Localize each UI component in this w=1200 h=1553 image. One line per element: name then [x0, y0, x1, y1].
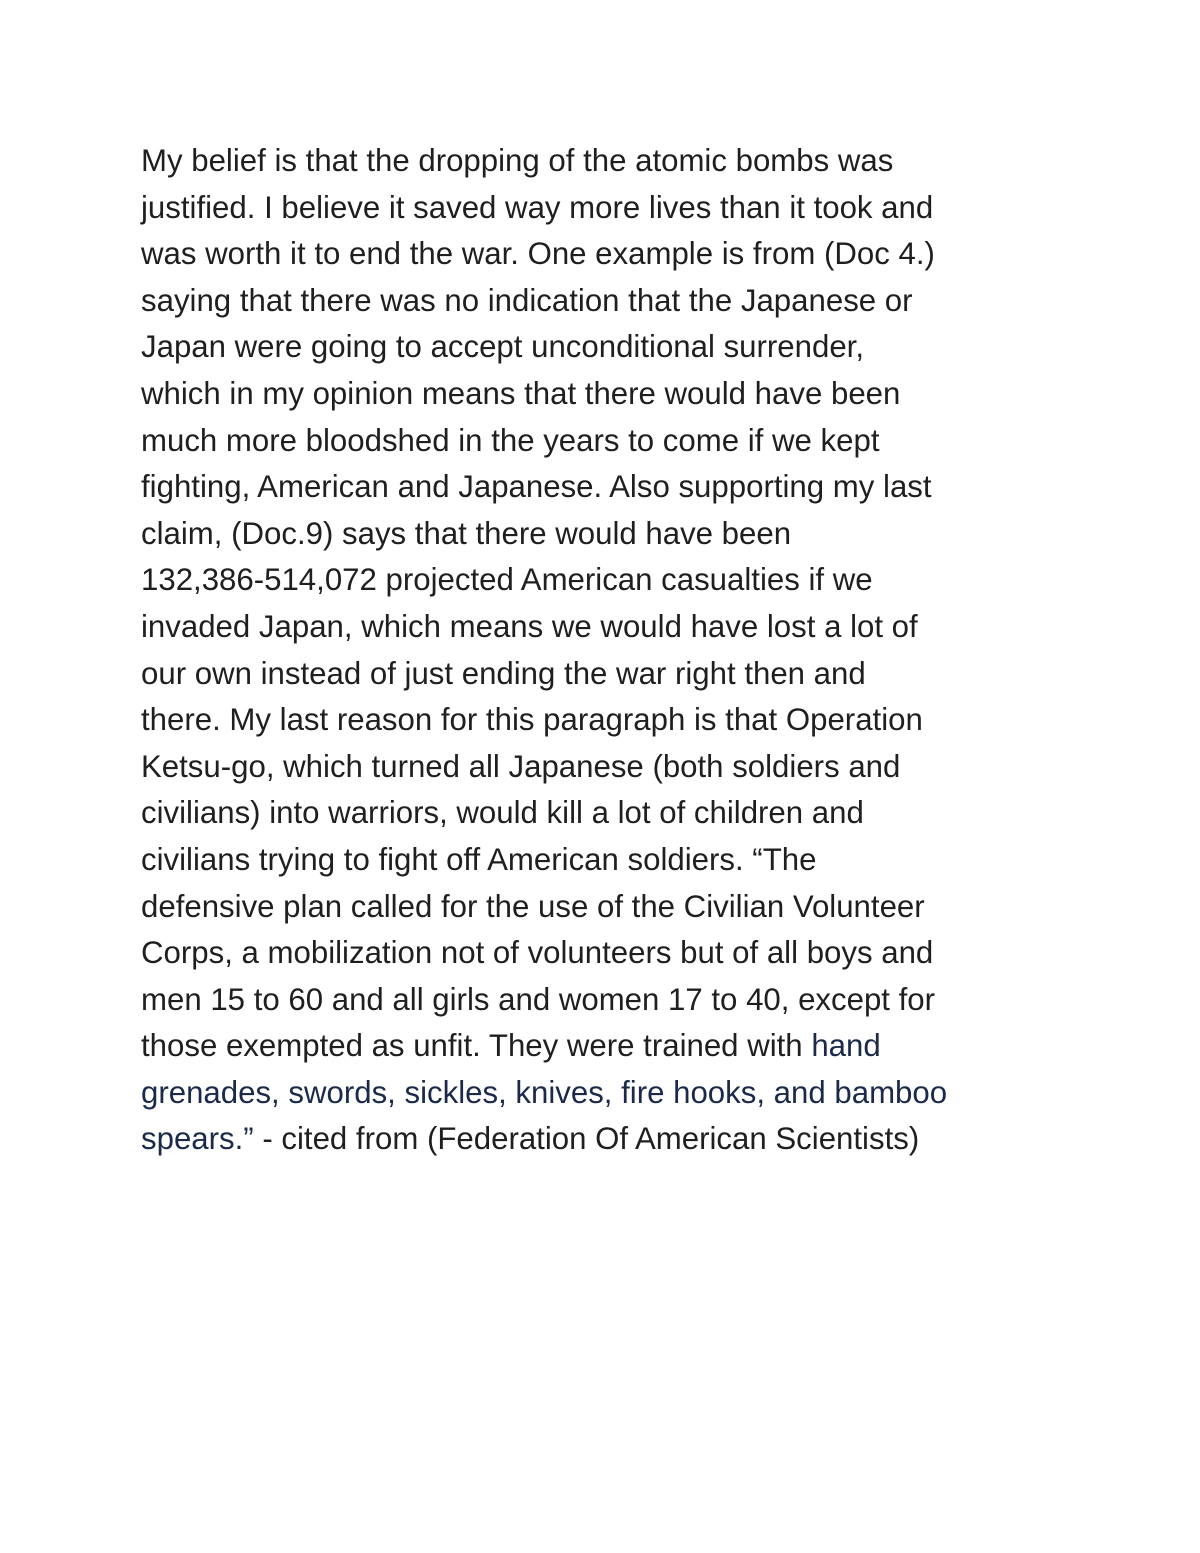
quote-text: spears.”	[141, 1121, 254, 1157]
paragraph-line: invaded Japan, which means we would have lost a lot of	[141, 608, 918, 644]
citation-line	[141, 1116, 1071, 1163]
quote-line: grenades, swords, sickles, knives, fire hooks, and bamboo	[141, 1074, 948, 1110]
paragraph-line: 132,386-514,072 projected American casualties if we	[141, 562, 873, 598]
paragraph-line: defensive plan called for the use of the Civilian Volunteer	[141, 888, 925, 924]
paragraph-line: Japan were going to accept unconditional surrender,	[141, 329, 864, 365]
paragraph-line: claim, (Doc.9) says that there would have been	[141, 515, 792, 551]
paragraph-line: civilians) into warriors, would kill a lot of children and	[141, 795, 864, 831]
paragraph-line: fighting, American and Japanese. Also supporting my last	[141, 469, 932, 505]
paragraph-line: which in my opinion means that there would have been	[141, 375, 901, 411]
paragraph-line: My belief is that the dropping of the atomic bombs was	[141, 143, 894, 178]
paragraph-line: there. My last reason for this paragraph is that Operation	[141, 702, 923, 738]
paragraph-line: justified. I believe it saved way more lives than it took and	[141, 189, 934, 225]
paragraph-line: men 15 to 60 and all girls and women 17 to 40, except for	[141, 981, 936, 1017]
line-text: those exempted as unfit. They were trained with	[141, 1028, 812, 1064]
paragraph-line: civilians trying to fight off American soldiers. “The	[141, 841, 817, 877]
paragraph-line: much more bloodshed in the years to come if we kept	[141, 422, 880, 458]
citation-text: - cited from (Federation Of American Scientists)	[253, 1121, 920, 1157]
paragraph-line: saying that there was no indication that the Japanese or	[141, 282, 913, 318]
quote-text: hand	[811, 1028, 881, 1064]
essay-paragraph	[141, 138, 1071, 1163]
paragraph-line: Corps, a mobilization not of volunteers but of all boys and	[141, 935, 934, 971]
paragraph-line: was worth it to end the war. One example is from (Doc 4.)	[141, 236, 935, 272]
paragraph-line	[141, 1023, 1071, 1070]
paragraph-line: Ketsu-go, which turned all Japanese (both soldiers and	[141, 748, 901, 784]
paragraph-line: our own instead of just ending the war right then and	[141, 655, 866, 691]
